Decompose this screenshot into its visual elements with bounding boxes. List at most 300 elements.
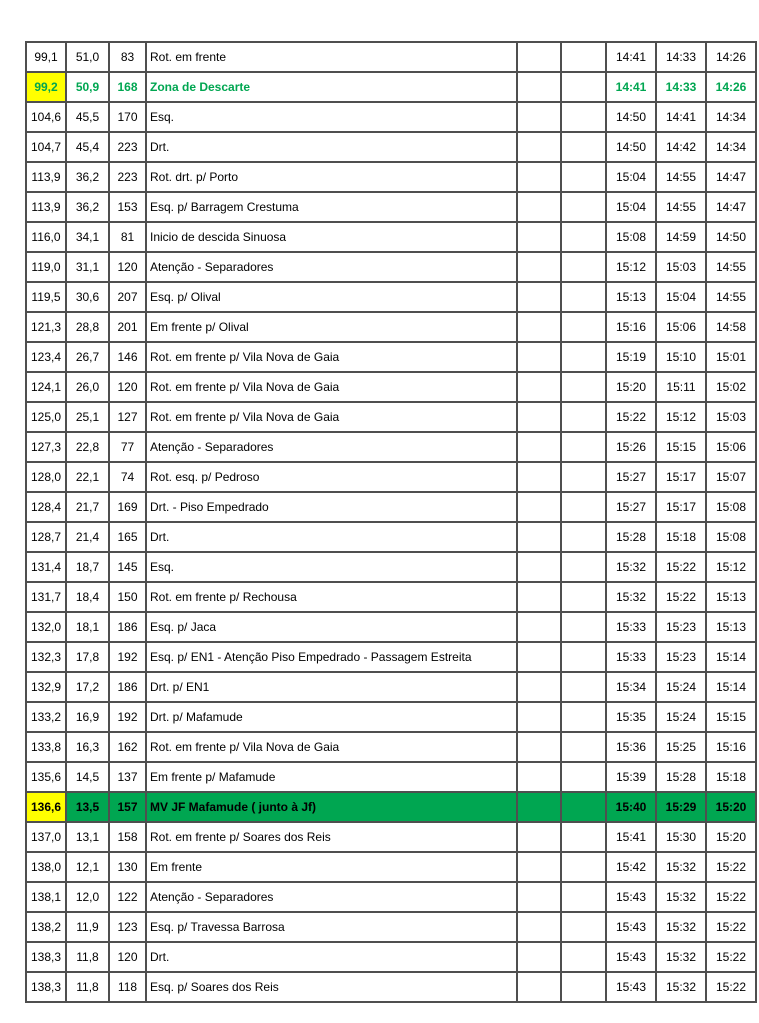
cell-blank-1 [517, 732, 561, 762]
cell-km-total: 121,3 [26, 312, 66, 342]
cell-time-2: 15:32 [656, 942, 706, 972]
cell-time-1: 15:43 [606, 972, 656, 1002]
table-row [26, 672, 756, 702]
cell-km-total: 125,0 [26, 402, 66, 432]
cell-km-total: 113,9 [26, 192, 66, 222]
cell-time-3: 15:03 [706, 402, 756, 432]
cell-time-3: 14:58 [706, 312, 756, 342]
cell-time-3: 15:22 [706, 852, 756, 882]
cell-time-1: 15:32 [606, 552, 656, 582]
cell-time-2: 14:33 [656, 72, 706, 102]
cell-km-total: 123,4 [26, 342, 66, 372]
cell-heading: 153 [109, 192, 146, 222]
cell-time-3: 14:34 [706, 102, 756, 132]
cell-km-total: 99,1 [26, 42, 66, 72]
cell-time-3: 15:08 [706, 522, 756, 552]
cell-time-1: 15:16 [606, 312, 656, 342]
cell-time-1: 15:20 [606, 372, 656, 402]
cell-blank-2 [561, 102, 606, 132]
table-row [26, 402, 756, 432]
cell-blank-1 [517, 672, 561, 702]
cell-km-total: 132,0 [26, 612, 66, 642]
roadbook-body [26, 42, 756, 1002]
table-row [26, 312, 756, 342]
cell-time-2: 15:23 [656, 642, 706, 672]
cell-heading: 223 [109, 162, 146, 192]
cell-blank-2 [561, 312, 606, 342]
cell-blank-1 [517, 312, 561, 342]
cell-time-3: 15:18 [706, 762, 756, 792]
table-row [26, 552, 756, 582]
cell-time-1: 15:26 [606, 432, 656, 462]
cell-time-3: 15:06 [706, 432, 756, 462]
cell-time-1: 15:32 [606, 582, 656, 612]
cell-km-total: 113,9 [26, 162, 66, 192]
table-row [26, 912, 756, 942]
cell-time-2: 14:41 [656, 102, 706, 132]
cell-blank-1 [517, 702, 561, 732]
cell-time-3: 15:14 [706, 642, 756, 672]
cell-heading: 192 [109, 702, 146, 732]
cell-blank-1 [517, 42, 561, 72]
cell-blank-2 [561, 282, 606, 312]
cell-km-remaining: 31,1 [66, 252, 109, 282]
table-row [26, 372, 756, 402]
cell-time-2: 15:22 [656, 552, 706, 582]
cell-instruction: Rot. em frente p/ Soares dos Reis [146, 822, 517, 852]
cell-km-total: 138,1 [26, 882, 66, 912]
cell-blank-1 [517, 372, 561, 402]
cell-time-1: 15:40 [606, 792, 656, 822]
cell-instruction: Esq. [146, 552, 517, 582]
table-row [26, 852, 756, 882]
cell-heading: 74 [109, 462, 146, 492]
cell-km-remaining: 28,8 [66, 312, 109, 342]
cell-time-1: 15:12 [606, 252, 656, 282]
cell-km-remaining: 26,0 [66, 372, 109, 402]
cell-km-total: 138,3 [26, 942, 66, 972]
cell-heading: 223 [109, 132, 146, 162]
cell-heading: 207 [109, 282, 146, 312]
table-row [26, 342, 756, 372]
cell-km-remaining: 26,7 [66, 342, 109, 372]
cell-blank-1 [517, 252, 561, 282]
cell-time-1: 15:04 [606, 162, 656, 192]
cell-km-remaining: 50,9 [66, 72, 109, 102]
cell-blank-2 [561, 852, 606, 882]
cell-blank-1 [517, 192, 561, 222]
cell-km-total: 138,0 [26, 852, 66, 882]
cell-time-1: 15:36 [606, 732, 656, 762]
cell-heading: 137 [109, 762, 146, 792]
cell-km-remaining: 21,4 [66, 522, 109, 552]
cell-km-total: 99,2 [26, 72, 66, 102]
cell-heading: 150 [109, 582, 146, 612]
cell-km-total: 138,3 [26, 972, 66, 1002]
cell-time-3: 15:22 [706, 912, 756, 942]
cell-blank-2 [561, 522, 606, 552]
cell-time-3: 14:55 [706, 282, 756, 312]
cell-blank-2 [561, 672, 606, 702]
cell-time-2: 15:15 [656, 432, 706, 462]
cell-heading: 123 [109, 912, 146, 942]
cell-km-total: 104,6 [26, 102, 66, 132]
cell-km-total: 127,3 [26, 432, 66, 462]
cell-time-1: 15:43 [606, 882, 656, 912]
cell-time-3: 14:47 [706, 192, 756, 222]
cell-km-total: 136,6 [26, 792, 66, 822]
cell-time-1: 15:19 [606, 342, 656, 372]
cell-time-3: 15:08 [706, 492, 756, 522]
table-row [26, 582, 756, 612]
cell-time-3: 15:14 [706, 672, 756, 702]
cell-heading: 122 [109, 882, 146, 912]
cell-km-remaining: 25,1 [66, 402, 109, 432]
cell-km-remaining: 21,7 [66, 492, 109, 522]
roadbook-table [25, 41, 757, 1003]
cell-km-remaining: 11,8 [66, 942, 109, 972]
cell-instruction: Rot. drt. p/ Porto [146, 162, 517, 192]
cell-km-total: 128,7 [26, 522, 66, 552]
cell-time-1: 15:35 [606, 702, 656, 732]
cell-heading: 120 [109, 252, 146, 282]
cell-km-total: 132,9 [26, 672, 66, 702]
cell-heading: 186 [109, 672, 146, 702]
cell-time-2: 15:32 [656, 912, 706, 942]
cell-instruction: Atenção - Separadores [146, 432, 517, 462]
cell-time-3: 15:16 [706, 732, 756, 762]
cell-instruction: Rot. em frente p/ Vila Nova de Gaia [146, 342, 517, 372]
cell-km-remaining: 14,5 [66, 762, 109, 792]
cell-km-total: 137,0 [26, 822, 66, 852]
cell-km-total: 128,0 [26, 462, 66, 492]
cell-km-total: 128,4 [26, 492, 66, 522]
cell-time-2: 15:06 [656, 312, 706, 342]
cell-instruction: Rot. em frente p/ Rechousa [146, 582, 517, 612]
cell-time-2: 14:55 [656, 192, 706, 222]
cell-time-3: 15:22 [706, 882, 756, 912]
cell-heading: 130 [109, 852, 146, 882]
cell-km-remaining: 12,0 [66, 882, 109, 912]
cell-blank-2 [561, 792, 606, 822]
cell-instruction: Zona de Descarte [146, 72, 517, 102]
cell-time-1: 15:39 [606, 762, 656, 792]
table-row [26, 102, 756, 132]
cell-km-remaining: 16,9 [66, 702, 109, 732]
cell-instruction: Drt. [146, 522, 517, 552]
cell-km-remaining: 22,8 [66, 432, 109, 462]
cell-time-2: 14:33 [656, 42, 706, 72]
cell-blank-2 [561, 372, 606, 402]
table-row [26, 492, 756, 522]
cell-blank-2 [561, 972, 606, 1002]
cell-heading: 81 [109, 222, 146, 252]
cell-time-1: 15:13 [606, 282, 656, 312]
cell-blank-2 [561, 132, 606, 162]
cell-blank-1 [517, 432, 561, 462]
cell-instruction: MV JF Mafamude ( junto à Jf) [146, 792, 517, 822]
cell-km-remaining: 16,3 [66, 732, 109, 762]
table-row [26, 822, 756, 852]
cell-blank-2 [561, 432, 606, 462]
cell-time-2: 15:23 [656, 612, 706, 642]
cell-blank-2 [561, 162, 606, 192]
table-row [26, 462, 756, 492]
cell-km-remaining: 11,9 [66, 912, 109, 942]
cell-time-1: 14:50 [606, 102, 656, 132]
cell-time-2: 15:32 [656, 882, 706, 912]
cell-time-2: 15:32 [656, 852, 706, 882]
cell-time-3: 15:22 [706, 972, 756, 1002]
cell-instruction: Drt. p/ Mafamude [146, 702, 517, 732]
cell-heading: 186 [109, 612, 146, 642]
cell-blank-2 [561, 882, 606, 912]
cell-km-remaining: 22,1 [66, 462, 109, 492]
cell-blank-1 [517, 282, 561, 312]
cell-km-remaining: 17,2 [66, 672, 109, 702]
cell-blank-2 [561, 222, 606, 252]
cell-km-remaining: 11,8 [66, 972, 109, 1002]
cell-time-1: 15:43 [606, 942, 656, 972]
cell-time-2: 15:03 [656, 252, 706, 282]
cell-km-remaining: 12,1 [66, 852, 109, 882]
cell-time-1: 15:33 [606, 642, 656, 672]
cell-instruction: Drt. - Piso Empedrado [146, 492, 517, 522]
cell-blank-1 [517, 162, 561, 192]
cell-instruction: Rot. em frente p/ Vila Nova de Gaia [146, 732, 517, 762]
cell-time-3: 15:20 [706, 822, 756, 852]
table-row [26, 282, 756, 312]
cell-km-remaining: 18,1 [66, 612, 109, 642]
cell-heading: 165 [109, 522, 146, 552]
cell-heading: 157 [109, 792, 146, 822]
cell-time-1: 14:41 [606, 72, 656, 102]
cell-blank-1 [517, 552, 561, 582]
table-row [26, 762, 756, 792]
table-row [26, 702, 756, 732]
cell-instruction: Em frente [146, 852, 517, 882]
cell-heading: 158 [109, 822, 146, 852]
cell-heading: 169 [109, 492, 146, 522]
cell-instruction: Esq. [146, 102, 517, 132]
cell-heading: 83 [109, 42, 146, 72]
cell-time-3: 14:47 [706, 162, 756, 192]
cell-blank-2 [561, 732, 606, 762]
cell-heading: 120 [109, 942, 146, 972]
cell-blank-1 [517, 792, 561, 822]
table-row [26, 972, 756, 1002]
cell-km-remaining: 18,4 [66, 582, 109, 612]
cell-blank-2 [561, 912, 606, 942]
cell-time-2: 15:17 [656, 492, 706, 522]
cell-blank-2 [561, 72, 606, 102]
cell-time-1: 15:27 [606, 492, 656, 522]
cell-instruction: Esq. p/ Barragem Crestuma [146, 192, 517, 222]
cell-km-total: 119,5 [26, 282, 66, 312]
cell-time-1: 15:27 [606, 462, 656, 492]
cell-km-total: 135,6 [26, 762, 66, 792]
table-row [26, 522, 756, 552]
cell-heading: 77 [109, 432, 146, 462]
cell-blank-1 [517, 222, 561, 252]
cell-blank-1 [517, 612, 561, 642]
cell-km-total: 133,8 [26, 732, 66, 762]
table-row [26, 642, 756, 672]
cell-instruction: Esq. p/ Olival [146, 282, 517, 312]
cell-instruction: Drt. [146, 132, 517, 162]
cell-time-1: 15:08 [606, 222, 656, 252]
cell-heading: 127 [109, 402, 146, 432]
cell-time-1: 15:34 [606, 672, 656, 702]
cell-time-3: 15:01 [706, 342, 756, 372]
cell-km-remaining: 18,7 [66, 552, 109, 582]
cell-blank-2 [561, 822, 606, 852]
cell-instruction: Drt. p/ EN1 [146, 672, 517, 702]
cell-heading: 192 [109, 642, 146, 672]
cell-km-total: 116,0 [26, 222, 66, 252]
cell-instruction: Rot. em frente p/ Vila Nova de Gaia [146, 402, 517, 432]
cell-blank-2 [561, 762, 606, 792]
cell-blank-2 [561, 192, 606, 222]
cell-km-remaining: 13,1 [66, 822, 109, 852]
cell-blank-1 [517, 492, 561, 522]
cell-time-1: 14:50 [606, 132, 656, 162]
cell-time-3: 14:34 [706, 132, 756, 162]
cell-km-total: 119,0 [26, 252, 66, 282]
table-row [26, 432, 756, 462]
cell-blank-1 [517, 462, 561, 492]
cell-km-remaining: 13,5 [66, 792, 109, 822]
cell-km-total: 124,1 [26, 372, 66, 402]
cell-heading: 118 [109, 972, 146, 1002]
cell-km-remaining: 36,2 [66, 162, 109, 192]
cell-time-2: 14:55 [656, 162, 706, 192]
cell-instruction: Inicio de descida Sinuosa [146, 222, 517, 252]
cell-time-2: 15:18 [656, 522, 706, 552]
cell-blank-2 [561, 42, 606, 72]
cell-time-2: 14:59 [656, 222, 706, 252]
cell-time-2: 15:04 [656, 282, 706, 312]
cell-blank-1 [517, 912, 561, 942]
cell-km-remaining: 34,1 [66, 222, 109, 252]
cell-time-1: 14:41 [606, 42, 656, 72]
cell-blank-1 [517, 882, 561, 912]
cell-time-3: 14:26 [706, 72, 756, 102]
cell-heading: 201 [109, 312, 146, 342]
cell-blank-2 [561, 402, 606, 432]
cell-km-remaining: 30,6 [66, 282, 109, 312]
cell-blank-1 [517, 642, 561, 672]
cell-time-1: 15:41 [606, 822, 656, 852]
cell-blank-1 [517, 102, 561, 132]
cell-km-remaining: 17,8 [66, 642, 109, 672]
cell-blank-1 [517, 582, 561, 612]
cell-km-total: 104,7 [26, 132, 66, 162]
cell-time-3: 15:13 [706, 612, 756, 642]
cell-blank-1 [517, 522, 561, 552]
cell-time-3: 15:02 [706, 372, 756, 402]
cell-blank-2 [561, 642, 606, 672]
cell-time-3: 14:50 [706, 222, 756, 252]
cell-instruction: Esq. p/ Jaca [146, 612, 517, 642]
cell-time-3: 14:55 [706, 252, 756, 282]
cell-blank-1 [517, 852, 561, 882]
cell-blank-2 [561, 612, 606, 642]
table-row [26, 942, 756, 972]
cell-blank-2 [561, 492, 606, 522]
cell-instruction: Esq. p/ Soares dos Reis [146, 972, 517, 1002]
cell-time-3: 15:07 [706, 462, 756, 492]
cell-instruction: Esq. p/ EN1 - Atenção Piso Empedrado - Passagem Estreita [146, 642, 517, 672]
cell-time-3: 15:15 [706, 702, 756, 732]
table-row [26, 192, 756, 222]
cell-blank-1 [517, 972, 561, 1002]
cell-time-2: 15:17 [656, 462, 706, 492]
cell-time-3: 15:12 [706, 552, 756, 582]
cell-time-3: 15:22 [706, 942, 756, 972]
cell-heading: 170 [109, 102, 146, 132]
cell-km-total: 138,2 [26, 912, 66, 942]
cell-blank-1 [517, 942, 561, 972]
cell-time-1: 15:04 [606, 192, 656, 222]
table-row [26, 222, 756, 252]
cell-time-3: 14:26 [706, 42, 756, 72]
cell-instruction: Drt. [146, 942, 517, 972]
cell-instruction: Em frente p/ Olival [146, 312, 517, 342]
cell-time-1: 15:33 [606, 612, 656, 642]
table-row [26, 792, 756, 822]
cell-time-2: 15:32 [656, 972, 706, 1002]
cell-blank-2 [561, 462, 606, 492]
cell-time-2: 15:10 [656, 342, 706, 372]
cell-heading: 168 [109, 72, 146, 102]
cell-blank-1 [517, 402, 561, 432]
cell-blank-1 [517, 762, 561, 792]
table-row [26, 882, 756, 912]
cell-heading: 162 [109, 732, 146, 762]
cell-time-1: 15:22 [606, 402, 656, 432]
cell-time-2: 15:24 [656, 672, 706, 702]
cell-instruction: Atenção - Separadores [146, 882, 517, 912]
cell-km-total: 131,4 [26, 552, 66, 582]
cell-heading: 120 [109, 372, 146, 402]
cell-blank-1 [517, 342, 561, 372]
cell-blank-2 [561, 252, 606, 282]
table-row [26, 612, 756, 642]
cell-instruction: Atenção - Separadores [146, 252, 517, 282]
cell-time-2: 15:25 [656, 732, 706, 762]
cell-instruction: Rot. em frente [146, 42, 517, 72]
cell-time-2: 15:30 [656, 822, 706, 852]
cell-time-2: 15:12 [656, 402, 706, 432]
cell-km-total: 133,2 [26, 702, 66, 732]
cell-time-2: 15:11 [656, 372, 706, 402]
cell-km-remaining: 36,2 [66, 192, 109, 222]
cell-blank-2 [561, 552, 606, 582]
cell-time-2: 15:29 [656, 792, 706, 822]
cell-blank-1 [517, 72, 561, 102]
table-row [26, 72, 756, 102]
cell-time-1: 15:42 [606, 852, 656, 882]
cell-km-remaining: 45,4 [66, 132, 109, 162]
cell-instruction: Rot. esq. p/ Pedroso [146, 462, 517, 492]
table-row [26, 132, 756, 162]
cell-instruction: Rot. em frente p/ Vila Nova de Gaia [146, 372, 517, 402]
cell-km-total: 132,3 [26, 642, 66, 672]
table-row [26, 42, 756, 72]
cell-time-1: 15:28 [606, 522, 656, 552]
cell-heading: 146 [109, 342, 146, 372]
